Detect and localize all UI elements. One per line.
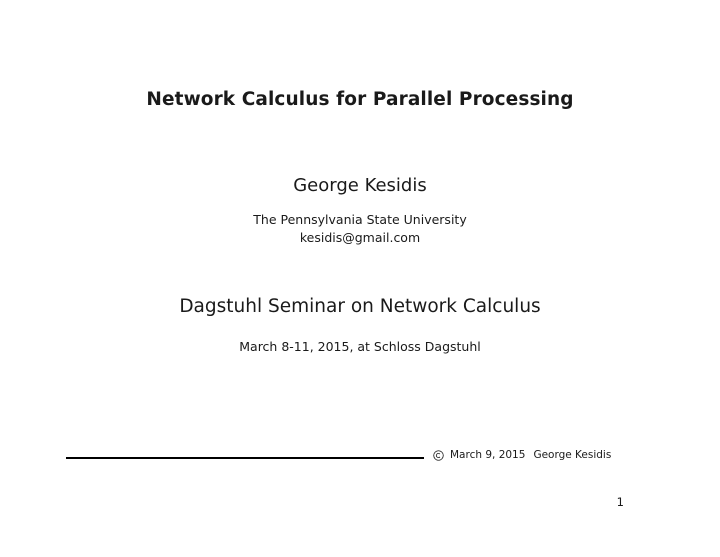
author-email: kesidis@gmail.com	[299, 230, 421, 245]
copyright-icon	[433, 450, 444, 461]
author-name: George Kesidis	[293, 175, 427, 196]
affiliation: The Pennsylvania State University	[253, 212, 467, 227]
footer-author: George Kesidis	[533, 449, 612, 461]
slide-footer	[433, 445, 611, 465]
footer-rule	[66, 457, 424, 459]
seminar-dates: March 8-11, 2015, at Schloss Dagstuhl	[239, 339, 481, 354]
affiliation-block	[0, 211, 720, 247]
seminar-title: Dagstuhl Seminar on Network Calculus	[179, 296, 541, 317]
slide-title: Network Calculus for Parallel Processing	[146, 89, 574, 110]
page-number: 1	[616, 495, 624, 509]
footer-date: March 9, 2015	[450, 449, 526, 461]
